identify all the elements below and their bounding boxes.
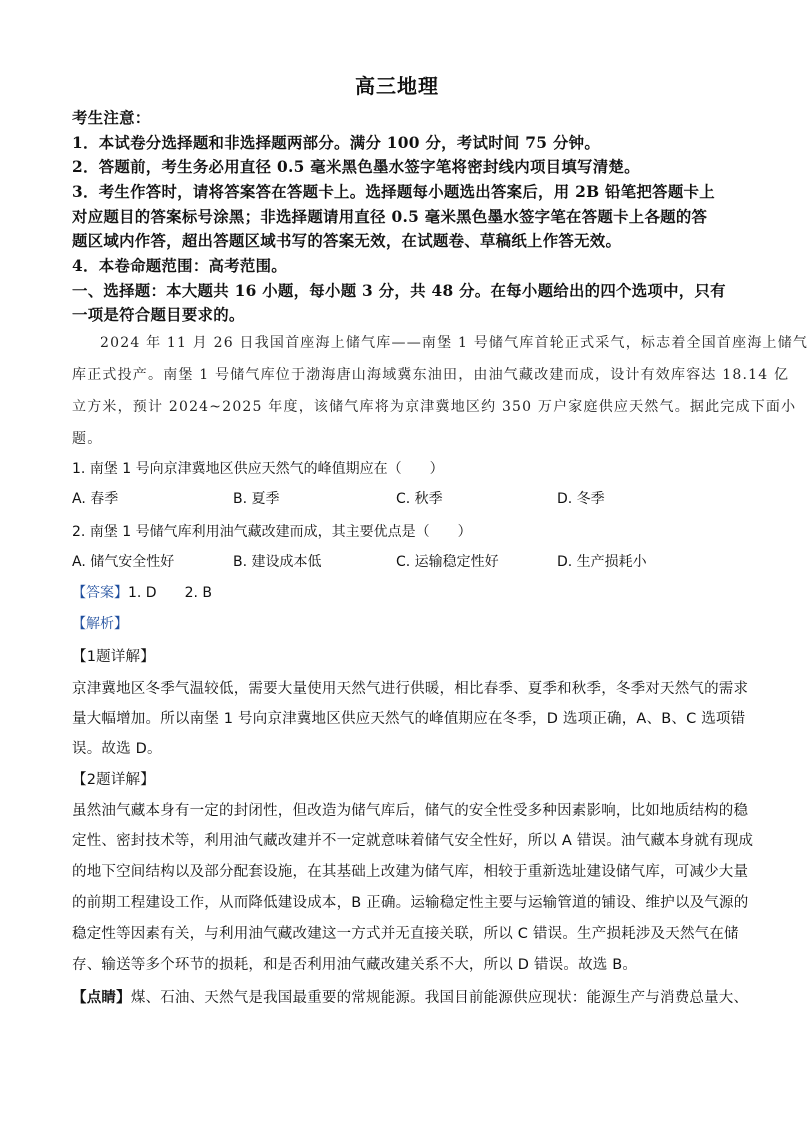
question-2-option-d: D. 生产损耗小 — [557, 554, 647, 570]
passage-line-1: 2024 年 11 月 26 日我国首座海上储气库——南堡 1 号储气库首轮正式采气，标志着全国首座海上储气 — [100, 335, 808, 351]
detail-1-line-1: 京津冀地区冬季气温较低，需要大量使用天然气进行供暖，相比春季、夏季和秋季，冬季对天然气的需求 — [72, 681, 749, 697]
page-title: 高三地理 — [355, 74, 439, 98]
notice-item-3-cont-2: 题区域内作答，超出答题区域书写的答案无效，在试题卷、草稿纸上作答无效。 — [72, 232, 622, 250]
detail-2-heading: 【2题详解】 — [72, 772, 155, 788]
tip-label: 【点睛】 — [72, 990, 131, 1006]
passage-line-4: 题。 — [72, 431, 103, 447]
detail-1-line-3: 误。故选 D。 — [72, 741, 162, 757]
passage-line-3: 立方米，预计 2024~2025 年度，该储气库将为京津冀地区约 350 万户家庭供应天然气。据此完成下面小 — [72, 399, 797, 415]
section-heading: 一、选择题：本大题共 16 小题，每小题 3 分，共 48 分。在每小题给出的四个选项中，只有 — [72, 282, 726, 300]
question-2-stem: 2. 南堡 1 号储气库利用油气藏改建而成，其主要优点是（ ） — [72, 524, 472, 540]
question-1-stem: 1. 南堡 1 号向京津冀地区供应天然气的峰值期应在（ ） — [72, 461, 444, 477]
detail-2-line-4: 的前期工程建设工作，从而降低建设成本，B 正确。运输稳定性主要与运输管道的铺设、维护以及气源的 — [72, 895, 749, 911]
notice-item-4: 4．本卷命题范围：高考范围。 — [72, 257, 287, 275]
detail-2-line-6: 存、输送等多个环节的损耗，和是否利用油气藏改建关系不大，所以 D 错误。故选 B。 — [72, 957, 638, 973]
analysis-label: 【解析】 — [72, 616, 128, 632]
notice-item-1: 1．本试卷分选择题和非选择题两部分。满分 100 分，考试时间 75 分钟。 — [72, 134, 601, 152]
tip-text: 煤、石油、天然气是我国最重要的常规能源。我国目前能源供应现状：能源生产与消费总量大、 — [130, 990, 749, 1006]
detail-2-line-2: 定性、密封技术等，利用油气藏改建并不一定就意味着储气安全性好，所以 A 错误。油气藏本身就有现成 — [72, 833, 754, 849]
question-2-option-a: A. 储气安全性好 — [72, 554, 175, 570]
detail-1-heading: 【1题详解】 — [72, 649, 155, 665]
question-1-option-b: B. 夏季 — [233, 491, 280, 507]
answer-values: 1. D 2. B — [128, 585, 212, 601]
section-heading-cont: 一项是符合题目要求的。 — [72, 306, 245, 324]
detail-2-line-1: 虽然油气藏本身有一定的封闭性，但改造为储气库后，储气的安全性受多种因素影响，比如地质结构的稳 — [72, 803, 749, 819]
detail-1-line-2: 量大幅增加。所以南堡 1 号向京津冀地区供应天然气的峰值期应在冬季，D 选项正确，A、B、C 选项错 — [72, 711, 746, 727]
question-2-option-b: B. 建设成本低 — [233, 554, 322, 570]
question-1-option-d: D. 冬季 — [557, 491, 605, 507]
answer-row — [72, 582, 212, 602]
tip-row — [72, 986, 749, 1007]
question-1-option-c: C. 秋季 — [396, 491, 443, 507]
detail-2-line-3: 的地下空间结构以及部分配套设施，在其基础上改建为储气库，相较于重新选址建设储气库，可减少大量 — [72, 864, 749, 880]
notice-item-3-cont-1: 对应题目的答案标号涂黑；非选择题请用直径 0.5 毫米黑色墨水签字笔在答题卡上各题的答 — [72, 208, 708, 226]
question-2-option-c: C. 运输稳定性好 — [396, 554, 499, 570]
detail-2-line-5: 稳定性等因素有关，与利用油气藏改建这一方式并无直接关联，所以 C 错误。生产损耗涉及天然气在储 — [72, 926, 739, 942]
question-1-option-a: A. 春季 — [72, 491, 119, 507]
passage-line-2: 库正式投产。南堡 1 号储气库位于渤海唐山海域冀东油田，由油气藏改建而成，设计有效库容达 18.14 亿 — [72, 367, 790, 383]
notice-heading: 考生注意： — [72, 109, 151, 127]
notice-item-2: 2．答题前，考生务必用直径 0.5 毫米黑色墨水签字笔将密封线内项目填写清楚。 — [72, 158, 640, 176]
notice-item-3: 3．考生作答时，请将答案答在答题卡上。选择题每小题选出答案后，用 2B 铅笔把答题卡上 — [72, 183, 715, 201]
answer-label: 【答案】 — [72, 585, 128, 601]
